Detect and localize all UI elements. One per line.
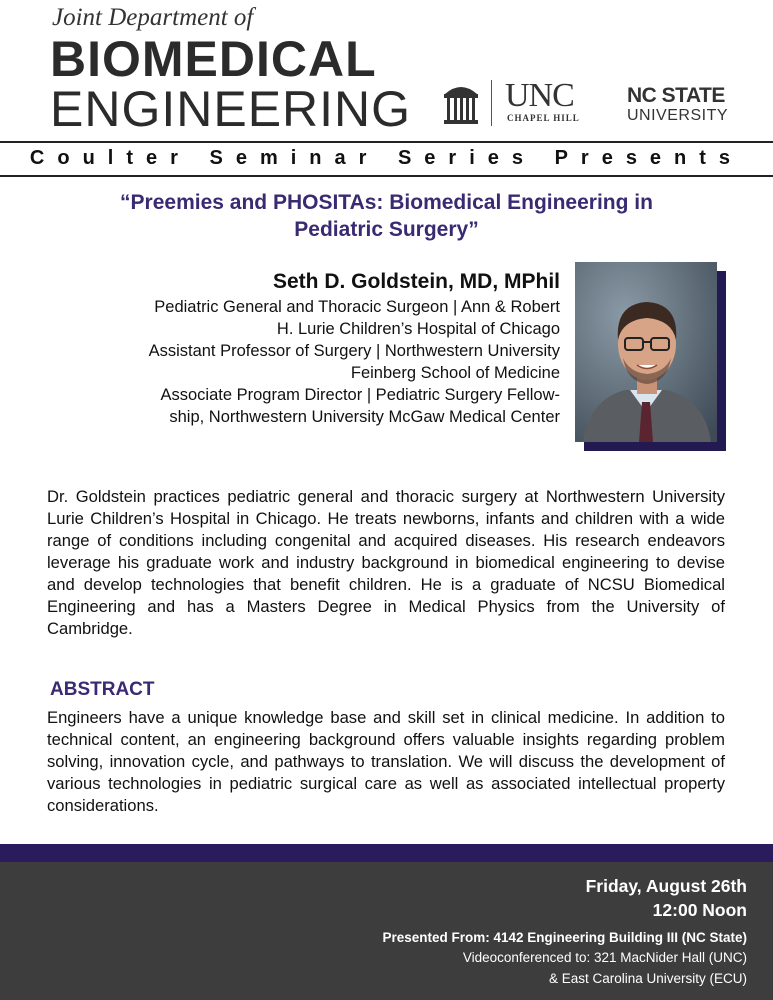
speaker-affiliation-line: H. Lurie Children’s Hospital of Chicago [276,320,560,338]
speaker-affiliation-line: Pediatric General and Thoracic Surgeon | Ann & Robert [154,298,560,316]
speaker-bio: Dr. Goldstein practices pediatric general and thoracic surgery at Northwestern University Lurie Children’s Hospital in Chicago. He treats newborns, infants and children with a wide range of conditions including congenital and acquired diseases. His research endeavors leverage his graduate work and industry background in biomedical engineering to devise and develop technologies that benefit children. He is a graduate of NCSU Biomedical Engineering and has a Masters Degree in Medical Physics from the University of Cambridge. [47,487,725,638]
talk-title-line1: “Preemies and PHOSITAs: Biomedical Engineering in [120,191,653,214]
logo-divider [491,80,492,126]
seminar-series-text: Coulter Seminar Series Presents [29,147,744,169]
joint-department-label: Joint Department of [52,4,254,31]
speaker-portrait-image [575,262,717,442]
department-title-line2: ENGINEERING [50,81,412,137]
event-videoconference: Videoconferenced to: 321 MacNider Hall (UNC) [462,950,747,965]
speaker-affiliation-line: Feinberg School of Medicine [350,364,560,382]
speaker-affiliation-line: Assistant Professor of Surgery | Northwestern University [148,342,560,360]
talk-title [40,189,733,243]
header [0,0,773,140]
event-details-footer [0,862,773,1000]
department-title-line1: BIOMEDICAL [50,31,377,87]
university-logos [443,78,733,130]
old-well-icon [443,80,479,126]
event-location: Presented From: 4142 Engineering Building III (NC State) [382,930,747,945]
event-time: 12:00 Noon [652,900,747,920]
ncstate-university-text: UNIVERSITY [627,107,729,124]
event-date: Friday, August 26th [585,876,747,896]
speaker-affiliation-line: ship, Northwestern University McGaw Medical Center [169,408,560,426]
event-videoconference-ecu: & East Carolina University (ECU) [548,971,747,986]
speaker-block [40,268,560,428]
speaker-name: Seth D. Goldstein, MD, MPhil [272,270,560,293]
footer-accent-bar [0,844,773,862]
seminar-series-band [0,141,773,177]
speaker-photo [575,262,717,442]
unc-chapel-hill-text: CHAPEL HILL [507,113,580,123]
abstract-text: Engineers have a unique knowledge base and skill set in clinical medicine. In addition to technical content, an engineering background offers valuable insights regarding problem solving, innovation cycle, and pathways to translation. We will discuss the development of various technologies in pediatric surgical care as well as associated intellectual property considerations. [47,708,725,815]
talk-title-line2: Pediatric Surgery” [294,218,479,241]
ncstate-logo-text: NC STATE [627,84,725,107]
abstract-heading: ABSTRACT [50,679,155,700]
unc-logo-text: UNC [505,77,574,114]
speaker-affiliation-line: Associate Program Director | Pediatric Surgery Fellow- [160,386,560,404]
